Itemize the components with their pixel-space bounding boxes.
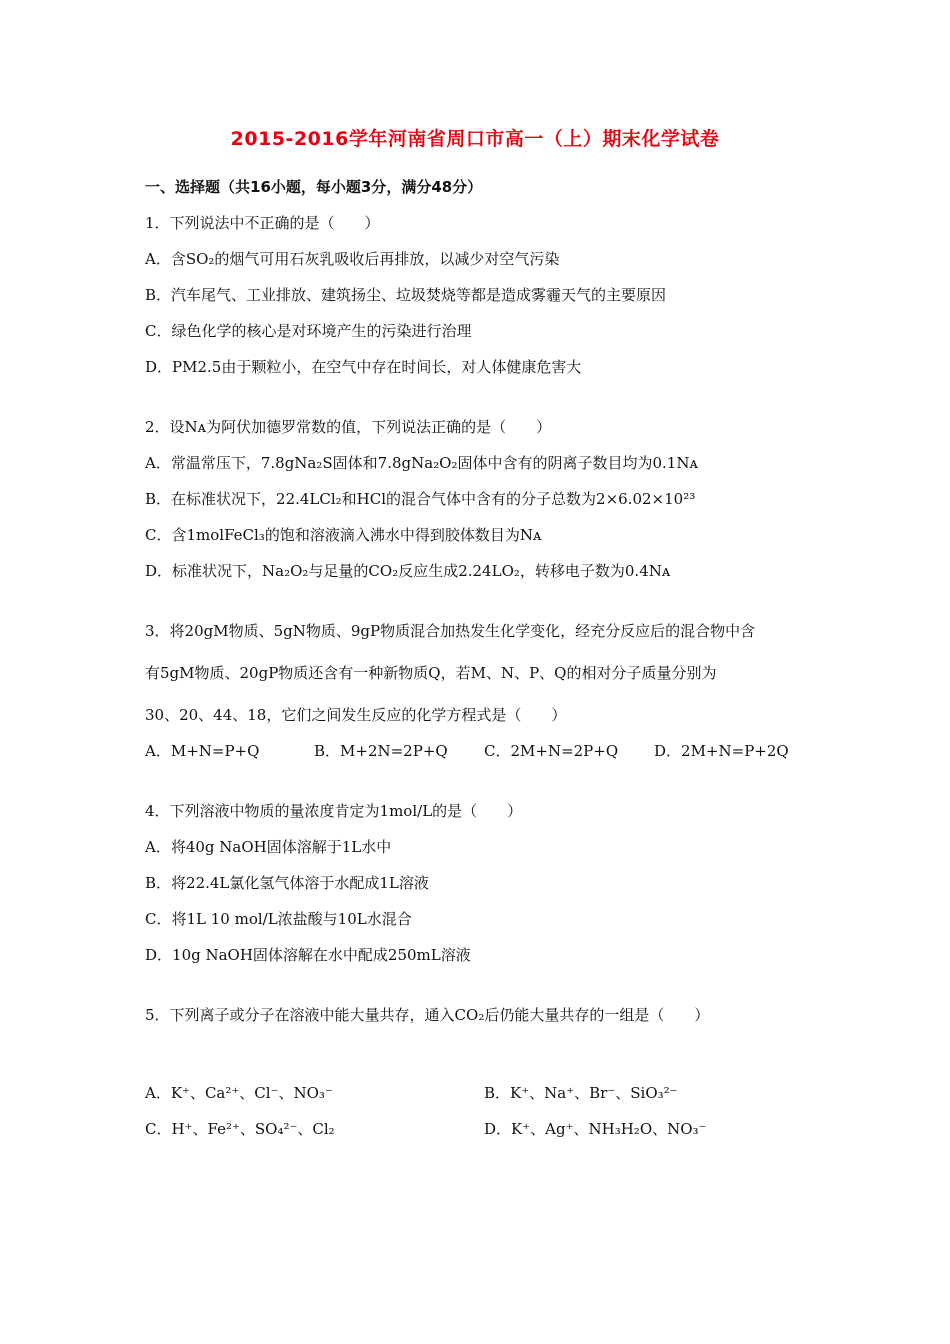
q3-option-b: B．M+2N=2P+Q xyxy=(314,742,448,760)
q5-option-a: A．K⁺、Ca²⁺、Cl⁻、NO₃⁻ xyxy=(145,1084,333,1102)
exam-title: 2015-2016学年河南省周口市高一（上）期末化学试卷 xyxy=(230,128,720,150)
q3-stem-line3: 30、20、44、18，它们之间发生反应的化学方程式是（ ） xyxy=(145,706,567,724)
q2-stem: 2．设Nᴀ为阿伏加德罗常数的值，下列说法正确的是（ ） xyxy=(145,418,552,436)
q4-stem: 4．下列溶液中物质的量浓度肯定为1mol/L的是（ ） xyxy=(145,802,523,820)
q3-stem-line2: 有5gM物质、20gP物质还含有一种新物质Q，若M、N、P、Q的相对分子质量分别为 xyxy=(145,664,717,682)
section-heading: 一、选择题（共16小题，每小题3分，满分48分） xyxy=(145,178,483,196)
q4-option-d: D．10g NaOH固体溶解在水中配成250mL溶液 xyxy=(145,946,471,964)
q4-option-b: B．将22.4L氯化氢气体溶于水配成1L溶液 xyxy=(145,874,429,892)
q4-option-c: C．将1L 10 mol/L浓盐酸与10L水混合 xyxy=(145,910,412,928)
q1-option-d: D．PM2.5由于颗粒小，在空气中存在时间长，对人体健康危害大 xyxy=(145,358,582,376)
q5-stem: 5．下列离子或分子在溶液中能大量共存，通入CO₂后仍能大量共存的一组是（ ） xyxy=(145,1006,710,1024)
q2-option-a: A．常温常压下，7.8gNa₂S固体和7.8gNa₂O₂固体中含有的阴离子数目均为0.1Nᴀ xyxy=(145,454,698,472)
q3-option-c: C．2M+N=2P+Q xyxy=(484,742,619,760)
q5-option-d: D．K⁺、Ag⁺、NH₃H₂O、NO₃⁻ xyxy=(484,1120,707,1138)
q5-option-b: B．K⁺、Na⁺、Br⁻、SiO₃²⁻ xyxy=(484,1084,678,1102)
q2-option-d: D．标准状况下，Na₂O₂与足量的CO₂反应生成2.24LO₂，转移电子数为0.4Nᴀ xyxy=(145,562,671,580)
q3-option-a: A．M+N=P+Q xyxy=(145,742,260,760)
q1-option-a: A．含SO₂的烟气可用石灰乳吸收后再排放，以减少对空气污染 xyxy=(145,250,560,268)
q3-stem-line1: 3．将20gM物质、5gN物质、9gP物质混合加热发生化学变化，经充分反应后的混合物中含 xyxy=(145,622,756,640)
q4-option-a: A．将40g NaOH固体溶解于1L水中 xyxy=(145,838,392,856)
q1-option-c: C．绿色化学的核心是对环境产生的污染进行治理 xyxy=(145,322,472,340)
q3-option-d: D．2M+N=P+2Q xyxy=(654,742,789,760)
q1-stem: 1．下列说法中不正确的是（ ） xyxy=(145,214,380,232)
q2-option-b: B．在标准状况下，22.4LCl₂和HCl的混合气体中含有的分子总数为2×6.02×10²³ xyxy=(145,490,696,508)
q1-option-b: B．汽车尾气、工业排放、建筑扬尘、垃圾焚烧等都是造成雾霾天气的主要原因 xyxy=(145,286,667,304)
q5-option-c: C．H⁺、Fe²⁺、SO₄²⁻、Cl₂ xyxy=(145,1120,335,1138)
q2-option-c: C．含1molFeCl₃的饱和溶液滴入沸水中得到胶体数目为Nᴀ xyxy=(145,526,542,544)
